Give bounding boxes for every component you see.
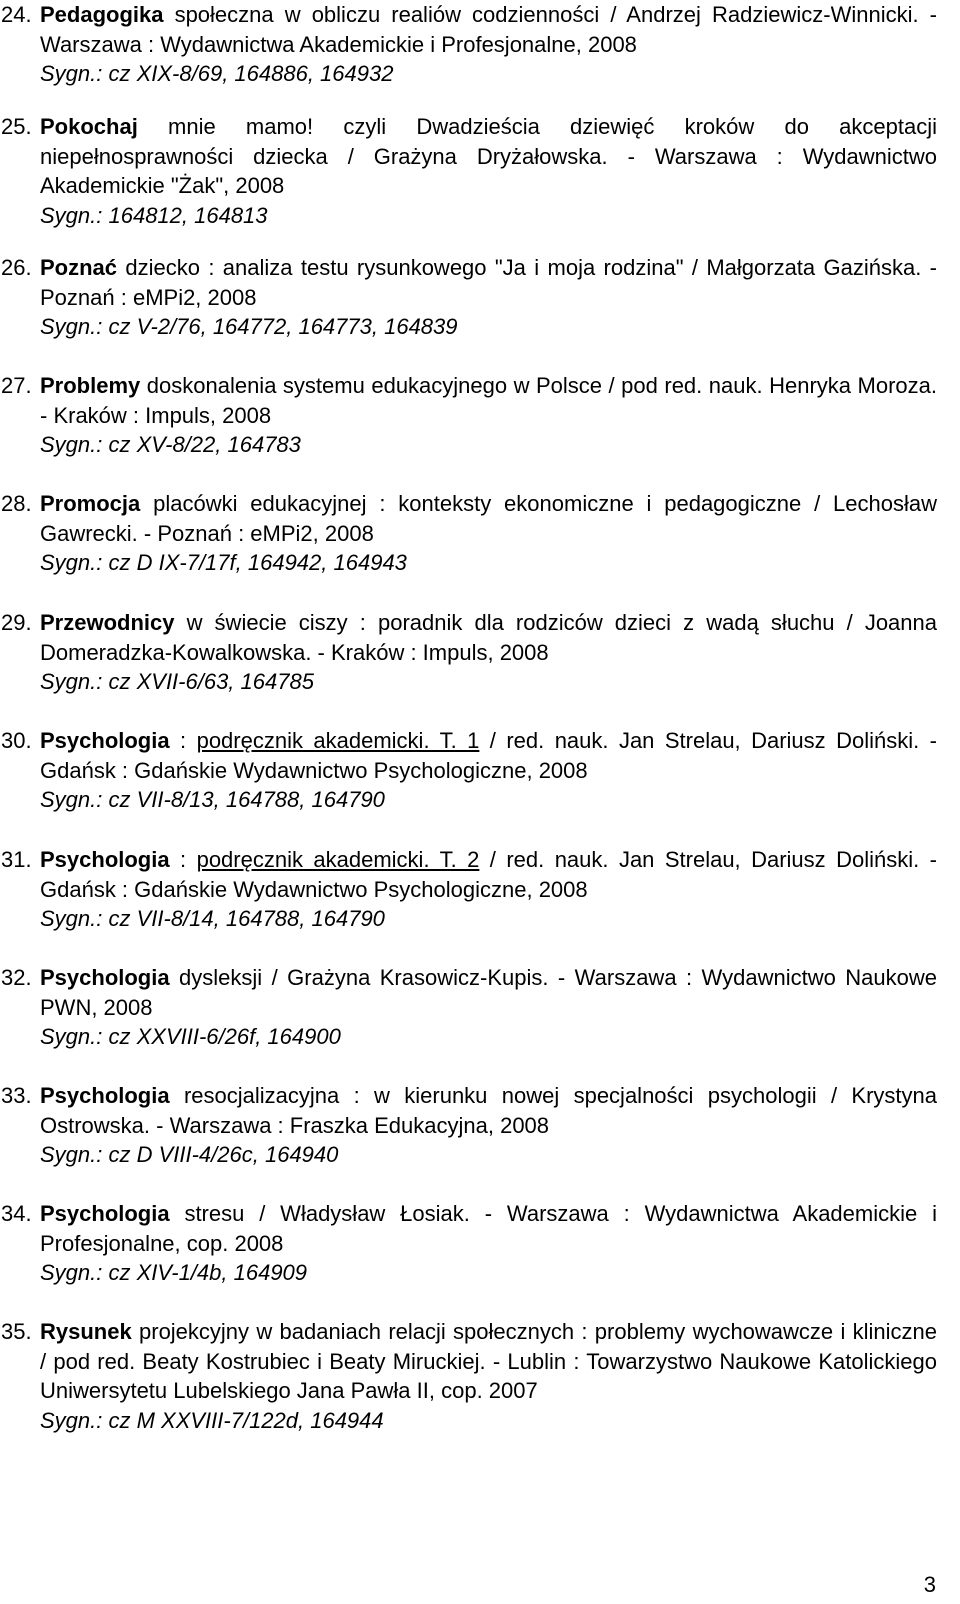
entry-volume-title: podręcznik akademicki. T. 1: [196, 728, 480, 753]
entry-text: projekcyjny w badaniach relacji społecznych : problemy wychowawcze i kliniczne / pod red. Beaty Kostrubiec i Beaty Miruckiej. - Lublin : Towarzystwo Naukowe Katolickiego Uniwersytetu Lubelskiego Jana Pawła II, cop. 2007: [40, 1319, 937, 1403]
entry-number: 28.: [1, 491, 32, 516]
entry-text: mnie mamo! czyli Dwadzieścia dziewięć kroków do akceptacji niepełnosprawności dziecka / Grażyna Dryżałowska. - Warszawa : Wydawnictwo Akademickie "Żak", 2008: [40, 114, 937, 198]
entry-description: [40, 371, 937, 460]
entry-number: 27.: [1, 373, 32, 398]
entry-text: stresu / Władysław Łosiak. - Warszawa : Wydawnictwa Akademickie i Profesjonalne, cop. 2008: [40, 1201, 937, 1256]
entry-number: 33.: [1, 1083, 32, 1108]
entry-signature: Sygn.: cz D VIII-4/26c, 164940: [40, 1142, 339, 1167]
entry-signature: Sygn.: cz XV-8/22, 164783: [40, 432, 301, 457]
entry-text: placówki edukacyjnej : konteksty ekonomiczne i pedagogiczne / Lechosław Gawrecki. - Poznań : eMPi2, 2008: [40, 491, 937, 546]
entry-description: [40, 1199, 937, 1288]
entry-description: [40, 1081, 937, 1170]
entry-signature: Sygn.: cz XVII-6/63, 164785: [40, 669, 314, 694]
entry-title-keyword: Pokochaj: [40, 114, 138, 139]
entry-description: [40, 1317, 937, 1435]
entry-signature: Sygn.: cz XIV-1/4b, 164909: [40, 1260, 308, 1285]
entry-signature: Sygn.: cz XIX-8/69, 164886, 164932: [40, 61, 394, 86]
entry-title-keyword: Psychologia: [40, 847, 170, 872]
entry-signature: Sygn.: cz V-2/76, 164772, 164773, 164839: [40, 314, 458, 339]
entry-title-keyword: Psychologia: [40, 728, 170, 753]
entry-description: [40, 726, 937, 815]
entry-signature: Sygn.: cz VII-8/13, 164788, 164790: [40, 787, 385, 812]
entry-description: [40, 963, 937, 1052]
entry-text: społeczna w obliczu realiów codzienności / Andrzej Radziewicz-Winnicki. - Warszawa : Wydawnictwa Akademickie i Profesjonalne, 2008: [40, 2, 937, 57]
entry-text: dziecko : analiza testu rysunkowego "Ja i moja rodzina" / Małgorzata Gazińska. - Poznań : eMPi2, 2008: [40, 255, 937, 310]
entry-number: 29.: [1, 610, 32, 635]
entry-text: resocjalizacyjna : w kierunku nowej specjalności psychologii / Krystyna Ostrowska. - Warszawa : Fraszka Edukacyjna, 2008: [40, 1083, 937, 1138]
entry-title-keyword: Psychologia: [40, 1201, 170, 1226]
entry-text: :: [169, 847, 197, 872]
entry-text: / red. nauk. Jan Strelau, Dariusz Doliński. - Gdańsk : Gdańskie Wydawnictwo Psychologiczne, 2008: [40, 847, 937, 902]
entry-number: 31.: [1, 847, 32, 872]
entry-volume-title: podręcznik akademicki. T. 2: [196, 847, 480, 872]
entry-title-keyword: Problemy: [40, 373, 141, 398]
entry-number: 25.: [1, 114, 32, 139]
entry-signature: Sygn.: cz VII-8/14, 164788, 164790: [40, 906, 385, 931]
entry-number: 24.: [1, 2, 32, 27]
entry-description: [40, 608, 937, 697]
entry-description: [40, 0, 937, 89]
entry-description: [40, 845, 937, 934]
entry-title-keyword: Psychologia: [40, 1083, 170, 1108]
entry-number: 32.: [1, 965, 32, 990]
entry-text: doskonalenia systemu edukacyjnego w Polsce / pod red. nauk. Henryka Moroza. - Kraków : Impuls, 2008: [40, 373, 937, 428]
entry-title-keyword: Rysunek: [40, 1319, 132, 1344]
entry-signature: Sygn.: cz D IX-7/17f, 164942, 164943: [40, 550, 407, 575]
entry-title-keyword: Pedagogika: [40, 2, 164, 27]
entry-number: 35.: [1, 1319, 32, 1344]
entry-description: [40, 253, 937, 342]
entry-title-keyword: Przewodnicy: [40, 610, 175, 635]
page-number: 3: [923, 1572, 936, 1597]
entry-number: 30.: [1, 728, 32, 753]
entry-title-keyword: Promocja: [40, 491, 141, 516]
entry-text: / red. nauk. Jan Strelau, Dariusz Doliński. - Gdańsk : Gdańskie Wydawnictwo Psychologiczne, 2008: [40, 728, 937, 783]
entry-signature: Sygn.: cz XXVIII-6/26f, 164900: [40, 1024, 341, 1049]
entry-text: w świecie ciszy : poradnik dla rodziców dzieci z wadą słuchu / Joanna Domeradzka-Kowalkowska. - Kraków : Impuls, 2008: [40, 610, 937, 665]
entry-title-keyword: Poznać: [40, 255, 118, 280]
entry-signature: Sygn.: cz M XXVIII-7/122d, 164944: [40, 1407, 384, 1433]
entry-number: 26.: [1, 255, 32, 280]
entry-description: [40, 489, 937, 578]
entry-number: 34.: [1, 1201, 32, 1226]
entry-title-keyword: Psychologia: [40, 965, 170, 990]
entry-text: dysleksji / Grażyna Krasowicz-Kupis. - Warszawa : Wydawnictwo Naukowe PWN, 2008: [40, 965, 937, 1020]
entry-description: [40, 112, 937, 230]
entry-signature: Sygn.: 164812, 164813: [40, 202, 268, 228]
entry-text: :: [169, 728, 197, 753]
